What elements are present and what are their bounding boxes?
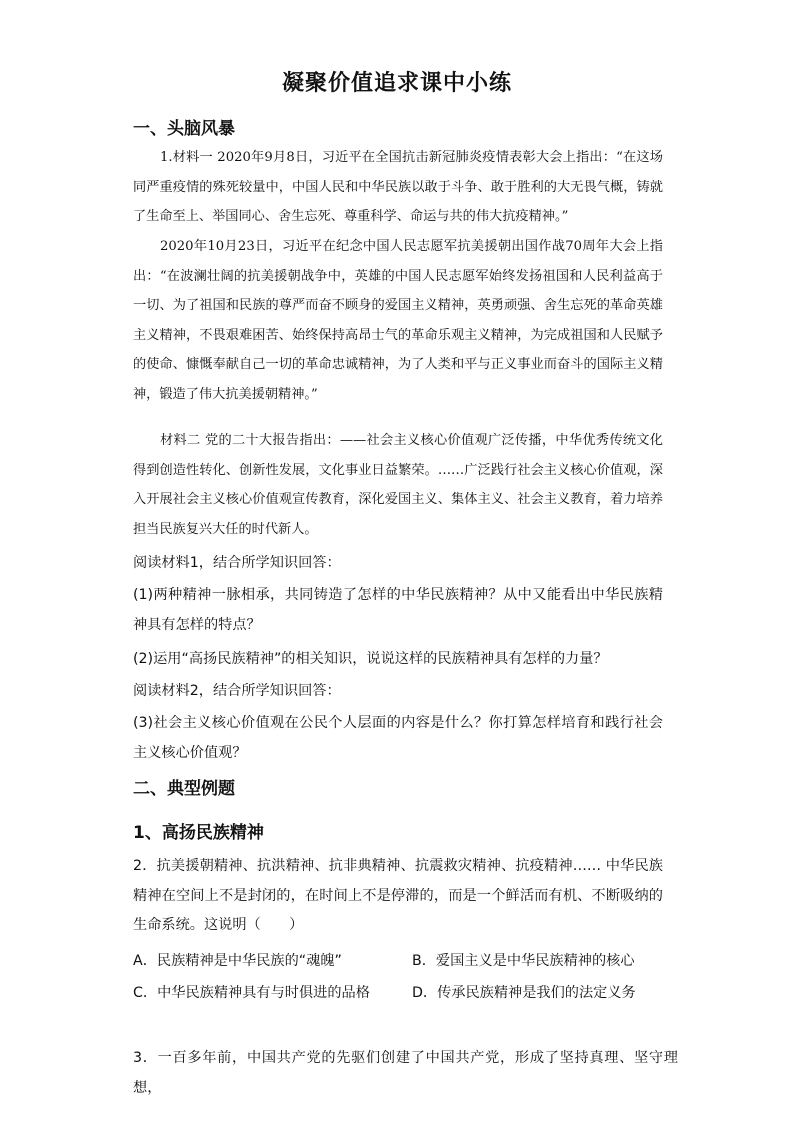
option-d: D．传承民族精神是我们的法定义务 xyxy=(412,985,636,1001)
question-1: (1)两种精神一脉相承，共同铸造了怎样的中华民族精神？从中又能看出中华民族精神具有怎样的特点？ xyxy=(133,587,663,633)
read-material1-instruction: 阅读材料1，结合所学知识回答： xyxy=(133,555,341,571)
question-3-stem: 3．一百多年前，中国共产党的先驱们创建了中国共产党，形成了坚持真理、坚守理想， xyxy=(133,1050,678,1096)
option-c: C．中华民族精神具有与时俱进的品格 xyxy=(133,985,370,1001)
page-title: 凝聚价值追求课中小练 xyxy=(281,71,512,96)
material2-paragraph: 材料二 党的二十大报告指出：——社会主义核心价值观广泛传播，中华优秀传统文化得到创造性转化、创新性发展，文化事业日益繁荣。……广泛践行社会主义核心价值观，深入开展社会主义核心价值观宣传教育，深化爱国主义、集体主义、社会主义教育，着力培养担当民族复兴大任的时代新人。 xyxy=(133,433,663,537)
material1-paragraph-2: 2020年10月23日，习近平在纪念中国人民志愿军抗美援朝出国作战70周年大会上指出：“在波澜壮阔的抗美援朝战争中，英雄的中国人民志愿军始终发扬祖国和人民利益高于一切、为了祖国和民族的尊严而奋不顾身的爱国主义精神，英勇顽强、舍生忘死的革命英雄主义精神，不畏艰难困苦、始终保持高昂士气的革命乐观主义精神，为完成祖国和人民赋予的使命、慷慨奉献自己一切的革命忠诚精神，为了人类和平与正义事业而奋斗的国际主义精神，锻造了伟大抗美援朝精神。” xyxy=(133,239,663,402)
option-a: A．民族精神是中华民族的“魂魄” xyxy=(133,953,342,969)
read-material2-instruction: 阅读材料2，结合所学知识回答： xyxy=(133,683,341,699)
section-heading-brainstorm: 一、头脑风暴 xyxy=(133,119,235,139)
question-3: (3)社会主义核心价值观在公民个人层面的内容是什么？你打算怎样培育和践行社会主义核心价值观？ xyxy=(133,715,663,761)
section-heading-examples: 二、典型例题 xyxy=(133,779,235,799)
question-2-stem: 2．抗美援朝精神、抗洪精神、抗非典精神、抗震救灾精神、抗疫精神…… 中华民族精神在空间上不是封闭的，在时间上不是停滞的，而是一个鲜活而有机、不断吸纳的生命系统。这说明（ ） xyxy=(133,858,663,933)
option-b: B．爱国主义是中华民族精神的核心 xyxy=(412,953,635,969)
material1-paragraph-1: 1.材料一 2020年9月8日，习近平在全国抗击新冠肺炎疫情表彰大会上指出：“在这场同严重疫情的殊死较量中，中国人民和中华民族以敢于斗争、敢于胜利的大无畏气概，铸就了生命至上、举国同心、舍生忘死、尊重科学、命运与共的伟大抗疫精神。” xyxy=(133,150,663,224)
subsection-heading-national-spirit: 1、高扬民族精神 xyxy=(133,823,264,843)
question-2: (2)运用“高扬民族精神”的相关知识，说说这样的民族精神具有怎样的力量？ xyxy=(133,651,608,667)
